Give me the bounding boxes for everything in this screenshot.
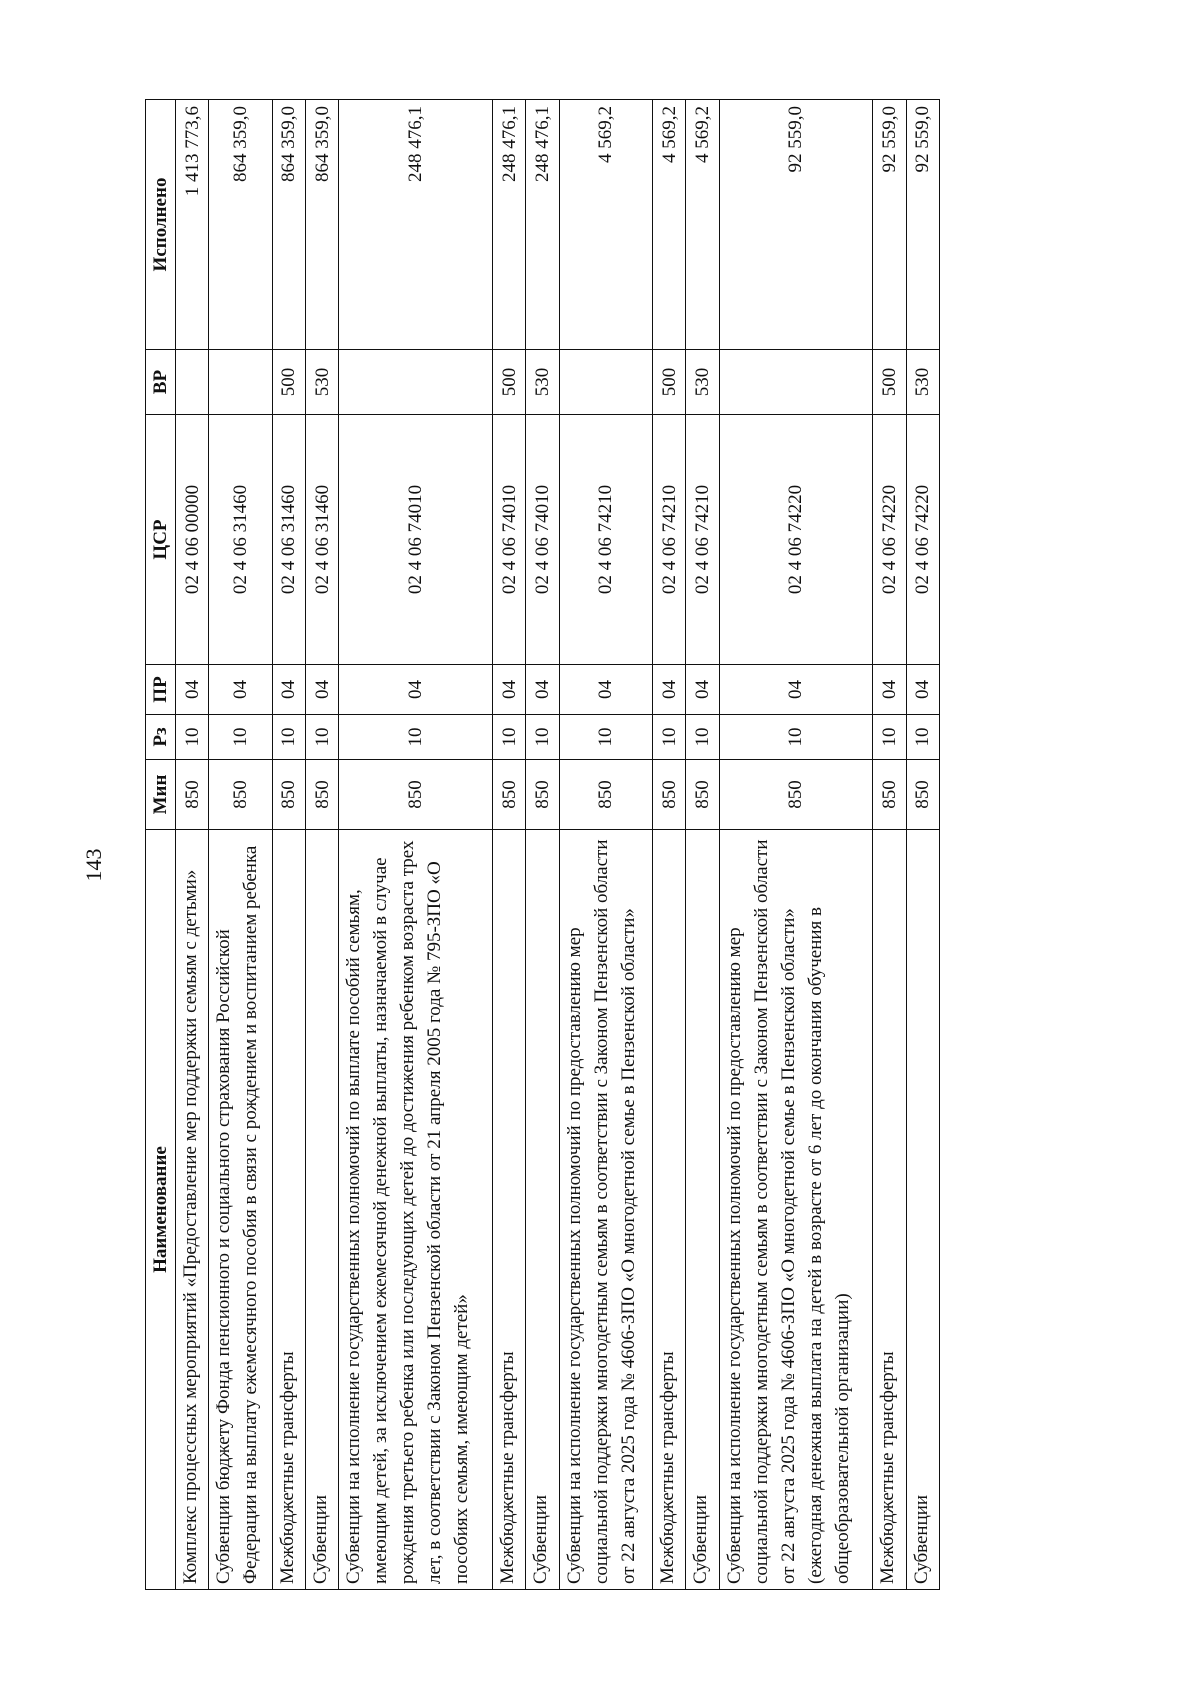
cell-pr: 04 — [906, 665, 939, 715]
cell-amount: 864 359,0 — [209, 100, 272, 350]
cell-pr: 04 — [209, 665, 272, 715]
table-row — [272, 100, 305, 1590]
cell-amount: 92 559,0 — [906, 100, 939, 350]
cell-csr: 02 4 06 74010 — [339, 415, 492, 665]
cell-min: 850 — [209, 760, 272, 830]
cell-vr: 500 — [653, 350, 686, 415]
table-row — [559, 100, 652, 1590]
header-amount: Исполнено — [146, 100, 176, 350]
cell-csr: 02 4 06 74220 — [906, 415, 939, 665]
cell-name: Межбюджетные трансферты — [873, 830, 906, 1590]
cell-name: Комплекс процессных мероприятий «Предоставление мер поддержки семьям с детьми» — [176, 830, 209, 1590]
cell-rz: 10 — [339, 715, 492, 760]
cell-rz: 10 — [906, 715, 939, 760]
cell-vr — [559, 350, 652, 415]
cell-rz: 10 — [719, 715, 872, 760]
cell-min: 850 — [492, 760, 525, 830]
cell-rz: 10 — [492, 715, 525, 760]
cell-rz: 10 — [272, 715, 305, 760]
cell-rz: 10 — [559, 715, 652, 760]
cell-vr — [176, 350, 209, 415]
cell-amount: 1 413 773,6 — [176, 100, 209, 350]
table-row — [906, 100, 939, 1590]
cell-name: Субвенции — [306, 830, 339, 1590]
cell-amount: 864 359,0 — [272, 100, 305, 350]
header-rz: Рз — [146, 715, 176, 760]
cell-min: 850 — [176, 760, 209, 830]
cell-name: Межбюджетные трансферты — [272, 830, 305, 1590]
cell-min: 850 — [719, 760, 872, 830]
table-row — [492, 100, 525, 1590]
cell-csr: 02 4 06 00000 — [176, 415, 209, 665]
cell-csr: 02 4 06 74010 — [492, 415, 525, 665]
cell-name: Межбюджетные трансферты — [653, 830, 686, 1590]
cell-pr: 04 — [559, 665, 652, 715]
cell-min: 850 — [526, 760, 559, 830]
cell-name: Субвенции на исполнение государственных полномочий по предоставлению мер социальной поддержки многодетным семьям в соответствии с Законом Пензенской области от 22 августа 2025 года № 4606-ЗПО «О многодетной семье в Пензенской области» — [559, 830, 652, 1590]
page-number: 143 — [81, 848, 106, 882]
table-header-row — [146, 100, 176, 1590]
cell-csr: 02 4 06 31460 — [306, 415, 339, 665]
cell-amount: 248 476,1 — [526, 100, 559, 350]
table-row — [719, 100, 872, 1590]
table-row — [686, 100, 719, 1590]
cell-vr: 500 — [272, 350, 305, 415]
cell-name: Субвенции — [906, 830, 939, 1590]
cell-min: 850 — [906, 760, 939, 830]
header-name: Наименование — [146, 830, 176, 1590]
cell-vr — [719, 350, 872, 415]
cell-amount: 248 476,1 — [339, 100, 492, 350]
table-row — [653, 100, 686, 1590]
cell-amount: 864 359,0 — [306, 100, 339, 350]
cell-rz: 10 — [873, 715, 906, 760]
cell-amount: 92 559,0 — [873, 100, 906, 350]
cell-name: Субвенции на исполнение государственных полномочий по выплате пособий семьям, имеющим детей, за исключением ежемесячной денежной выплаты, назначаемой в случае рождения третьего ребенка или последующих детей до достижения ребенком возраста трех лет, в соответствии с Законом Пензенской области от 21 апреля 2005 года № 795-ЗПО «О пособиях семьям, имеющим детей» — [339, 830, 492, 1590]
cell-pr: 04 — [719, 665, 872, 715]
cell-rz: 10 — [209, 715, 272, 760]
cell-name: Субвенции бюджету Фонда пенсионного и социального страхования Российской Федерации на выплату ежемесячного пособия в связи с рождением и воспитанием ребенка — [209, 830, 272, 1590]
cell-vr: 500 — [492, 350, 525, 415]
cell-rz: 10 — [306, 715, 339, 760]
cell-pr: 04 — [306, 665, 339, 715]
cell-vr — [209, 350, 272, 415]
header-min: Мин — [146, 760, 176, 830]
budget-table — [145, 99, 940, 1590]
cell-pr: 04 — [873, 665, 906, 715]
cell-name: Субвенции — [526, 830, 559, 1590]
cell-vr: 530 — [306, 350, 339, 415]
header-pr: ПР — [146, 665, 176, 715]
cell-vr: 530 — [906, 350, 939, 415]
cell-pr: 04 — [272, 665, 305, 715]
cell-amount: 4 569,2 — [559, 100, 652, 350]
cell-min: 850 — [339, 760, 492, 830]
cell-min: 850 — [559, 760, 652, 830]
cell-pr: 04 — [176, 665, 209, 715]
cell-amount: 92 559,0 — [719, 100, 872, 350]
cell-pr: 04 — [686, 665, 719, 715]
cell-name: Субвенции на исполнение государственных полномочий по предоставлению мер социальной поддержки многодетным семьям в соответствии с Законом Пензенской области от 22 августа 2025 года № 4606-ЗПО «О многодетной семье в Пензенской области» (ежегодная денежная выплата на детей в возрасте от 6 лет до окончания обучения в общеобразовательной организации) — [719, 830, 872, 1590]
cell-csr: 02 4 06 74220 — [719, 415, 872, 665]
table-row — [526, 100, 559, 1590]
cell-pr: 04 — [526, 665, 559, 715]
cell-csr: 02 4 06 31460 — [209, 415, 272, 665]
table-row — [176, 100, 209, 1590]
cell-rz: 10 — [176, 715, 209, 760]
cell-vr: 530 — [686, 350, 719, 415]
cell-csr: 02 4 06 74010 — [526, 415, 559, 665]
table-row — [873, 100, 906, 1590]
budget-table-container — [145, 100, 940, 1590]
cell-csr: 02 4 06 74210 — [559, 415, 652, 665]
table-row — [306, 100, 339, 1590]
cell-min: 850 — [653, 760, 686, 830]
cell-amount: 4 569,2 — [653, 100, 686, 350]
cell-pr: 04 — [492, 665, 525, 715]
cell-csr: 02 4 06 31460 — [272, 415, 305, 665]
cell-rz: 10 — [653, 715, 686, 760]
table-row — [209, 100, 272, 1590]
header-csr: ЦСР — [146, 415, 176, 665]
cell-vr — [339, 350, 492, 415]
cell-rz: 10 — [686, 715, 719, 760]
cell-min: 850 — [272, 760, 305, 830]
cell-pr: 04 — [339, 665, 492, 715]
table-row — [339, 100, 492, 1590]
cell-min: 850 — [686, 760, 719, 830]
cell-min: 850 — [873, 760, 906, 830]
cell-pr: 04 — [653, 665, 686, 715]
cell-min: 850 — [306, 760, 339, 830]
header-vr: ВР — [146, 350, 176, 415]
cell-name: Межбюджетные трансферты — [492, 830, 525, 1590]
cell-name: Субвенции — [686, 830, 719, 1590]
cell-vr: 530 — [526, 350, 559, 415]
cell-amount: 248 476,1 — [492, 100, 525, 350]
cell-vr: 500 — [873, 350, 906, 415]
cell-csr: 02 4 06 74220 — [873, 415, 906, 665]
cell-csr: 02 4 06 74210 — [653, 415, 686, 665]
cell-rz: 10 — [526, 715, 559, 760]
cell-csr: 02 4 06 74210 — [686, 415, 719, 665]
cell-amount: 4 569,2 — [686, 100, 719, 350]
